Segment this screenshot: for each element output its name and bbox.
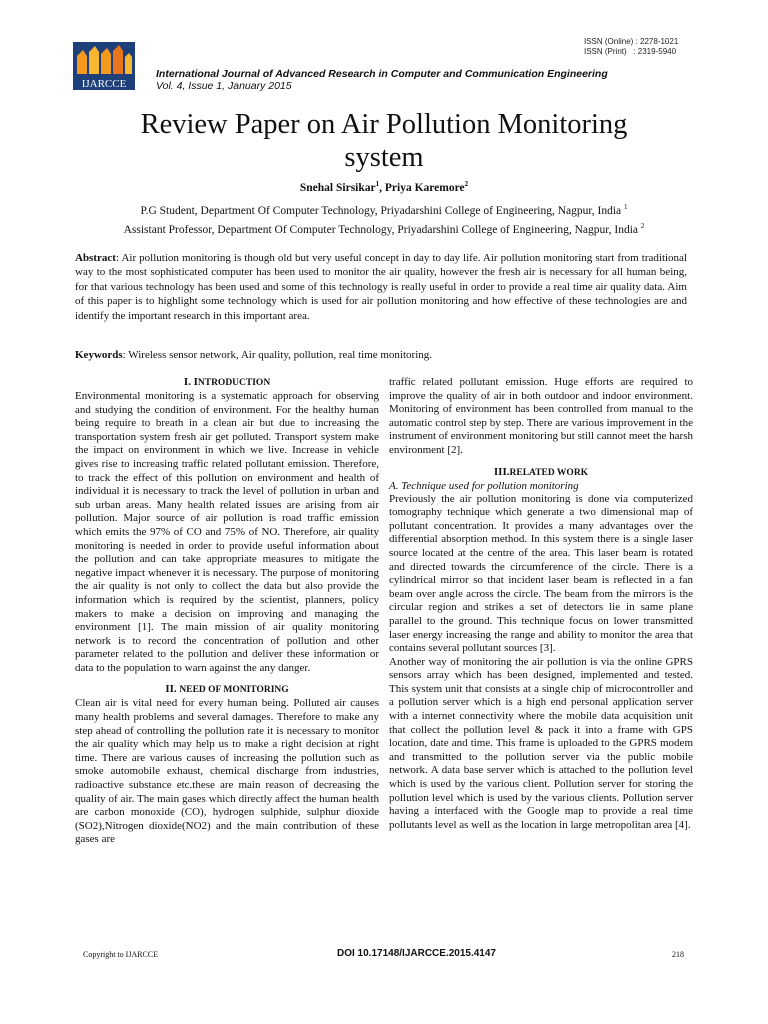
journal-name: International Journal of Advanced Research in Computer and Communication Engineering [156,68,608,80]
ijarcce-logo-icon [73,42,135,90]
intro-number: I. [183,376,194,388]
intro-cap: I [193,376,198,388]
keywords-text: : Wireless sensor network, Air quality, pollution, real time monitoring. [122,349,433,361]
doi: DOI 10.17148/IJARCCE.2015.4147 [337,948,496,959]
affiliation-2-sup: 2 [640,222,645,231]
author-list [84,182,684,194]
related-number: III. [493,465,510,478]
author-2: Priya Karemore [384,182,465,194]
copyright: Copyright to IJARCCE [83,950,159,959]
keywords-label: Keywords [75,349,123,361]
need-title: NEED OF MONITORING [179,685,289,696]
title-line-2: system [344,142,424,173]
page-footer [0,948,768,962]
affiliation-1 [60,205,708,218]
subsection-heading-technique: A. Technique used for pollution monitoring [389,479,579,492]
continued-paragraph: traffic related pollutant emission. Huge efforts are required to improve the quality of air in both outdoor and indoor environment. Monitoring of environment has been controlled from manual to the automatic control step by step. There are various improvement in the instrument of environment monitoring but still cannot meet the harsh environment [2]. [389,376,693,456]
author-separator: , [379,182,385,194]
paper-title [84,108,684,174]
need-paragraph: Clean air is vital need for every human being. Polluted air causes many health problems and several damages. Therefore to make any step ahead of controlling the pollution rate it is necessary to monitor the air quality which may help us to make a right decision at right time. There are various causes of increasing the pollution such as smoke automobile exhaust, chemical discharge from industries, radioactive substance etc.these are main reason of decreasing the quality of air. The main gases which directly affect the human health are carbon monoxide (CO), hydrogen sulphide, sulphur dioxide (SO2),Nitrogen dioxide(NO2) and the main contribution of these gases are [75,697,379,846]
affiliation-2-text: Assistant Professor, Department Of Computer Technology, Priyadarshini College of Engineering, Nagpur, India [123,224,641,236]
technique-paragraph-2: Another way of monitoring the air pollution is via the online GPRS sensors array which has been designed, implemented and tested. This system unit that consists at a single chip of microcontroller and a pollution server which is a high end personal application server with a internet connectivity where the mobile data acquisition unit that collect the pollution level & pack it into a frame with GPS location, date and time. This frame is uploaded to the GPRS modem and transmitted to the pollution server via the public mobile network. A data base server which is attached to the pollution level which is used by the various client. Pollution server for storing the pollution level which is used by the various clients. Pollution server having a interfaced with the Google map to provide a real time pollutants level as well as the location in large metropolitan area [4]. [389,655,693,831]
affiliation-1-text: P.G Student, Department Of Computer Technology, Priyadarshini College of Engineering, Nagpur, India [140,205,625,217]
intro-paragraph: Environmental monitoring is a systematic approach for observing and studying the condition of environment. For the healthy human being require to breath in a clean air but due to increasing the transportation system fresh air get polluted. Transport system make the impact on environment in which we live. Increase in vehicle gives rise to increasing traffic related pollutant emission. Therefore, to track the effect of this pollution on environment and health of individual it is necessary to track the level of pollution in urban and sub urban areas. Many health related issues are arising from air pollution. Major source of air pollution is road traffic emission which emits the 97% of CO and 75% of NO. Therefore, air quality monitoring is needed in order to provide useful information about the pollution and can take appropriate measures to mitigate the negative impact whenever it is necessary. The purpose of monitoring the air quality is not only to collect the data but also provide the information which is required by the scientist, planners, policy makers to make a decision on improving and managing the environment [1]. The main mission of air quality monitoring network is to record the concentration of pollution and other parameter related to the pollution and deliver these information or data to the population to warn against the any danger. [75,390,379,674]
issn-block [584,37,678,57]
section-heading-related-work [389,466,693,480]
author-1-sup: 1 [375,180,380,189]
section-heading-need [75,683,379,697]
abstract-label: Abstract [75,252,116,264]
intro-rest: NTRODUCTION [197,378,271,388]
section-heading-introduction [75,376,379,390]
abstract [75,251,687,323]
left-column [75,376,379,847]
affiliation-2 [60,224,708,237]
issn-print: ISSN (Print) : 2319-5940 [584,47,677,56]
affiliation-1-sup: 1 [624,203,628,212]
author-2-sup: 2 [464,180,469,189]
journal-volume: Vol. 4, Issue 1, January 2015 [156,80,292,92]
logo-text: IJARCCE [81,78,127,90]
need-number: II. [165,683,180,696]
related-title: RELATED WORK [509,467,589,478]
technique-paragraph-1: Previously the air pollution monitoring is done via computerized tomography technique which generate a two dimensional map of pollutant concentration. It provides a many advantages over the differential absorption method. In this system there is a single laser source located at the centre of the area. This laser beam is rotated and directed towards the circumference of the circle. There is a cylindrical mirror so that incident laser beam is reflected in a fan beam over angle across the circle. The beam from the mirrors is the circular region and strikes a set of detectors lie in same plane parallel to the ground. This technique focus on lower transmitted laser energy increasing the range and ability to monitor the area that contains several pollutant sources [3]. [389,492,693,655]
right-column [389,376,693,832]
issn-online: ISSN (Online) : 2278-1021 [584,37,679,46]
title-line-1: Review Paper on Air Pollution Monitoring [140,109,628,140]
abstract-text: : Air pollution monitoring is though old but very useful concept in day to day life. Air pollution monitoring start from traditional way to the most sophisticated computer has been used to monitor the air quality, however the fresh air is necessary for all human being, for that various technology has been used and some of this technology is really useful in order to provide a real time air quality data. Aim of this paper is to highlight some technology which is used for air pollution monitoring and how effective of these technologies are and identify the important research in this important area. [75,252,687,322]
page-number: 218 [672,950,684,959]
keywords [75,348,687,362]
journal-logo [73,42,135,90]
author-1: Snehal Sirsikar [299,182,376,194]
